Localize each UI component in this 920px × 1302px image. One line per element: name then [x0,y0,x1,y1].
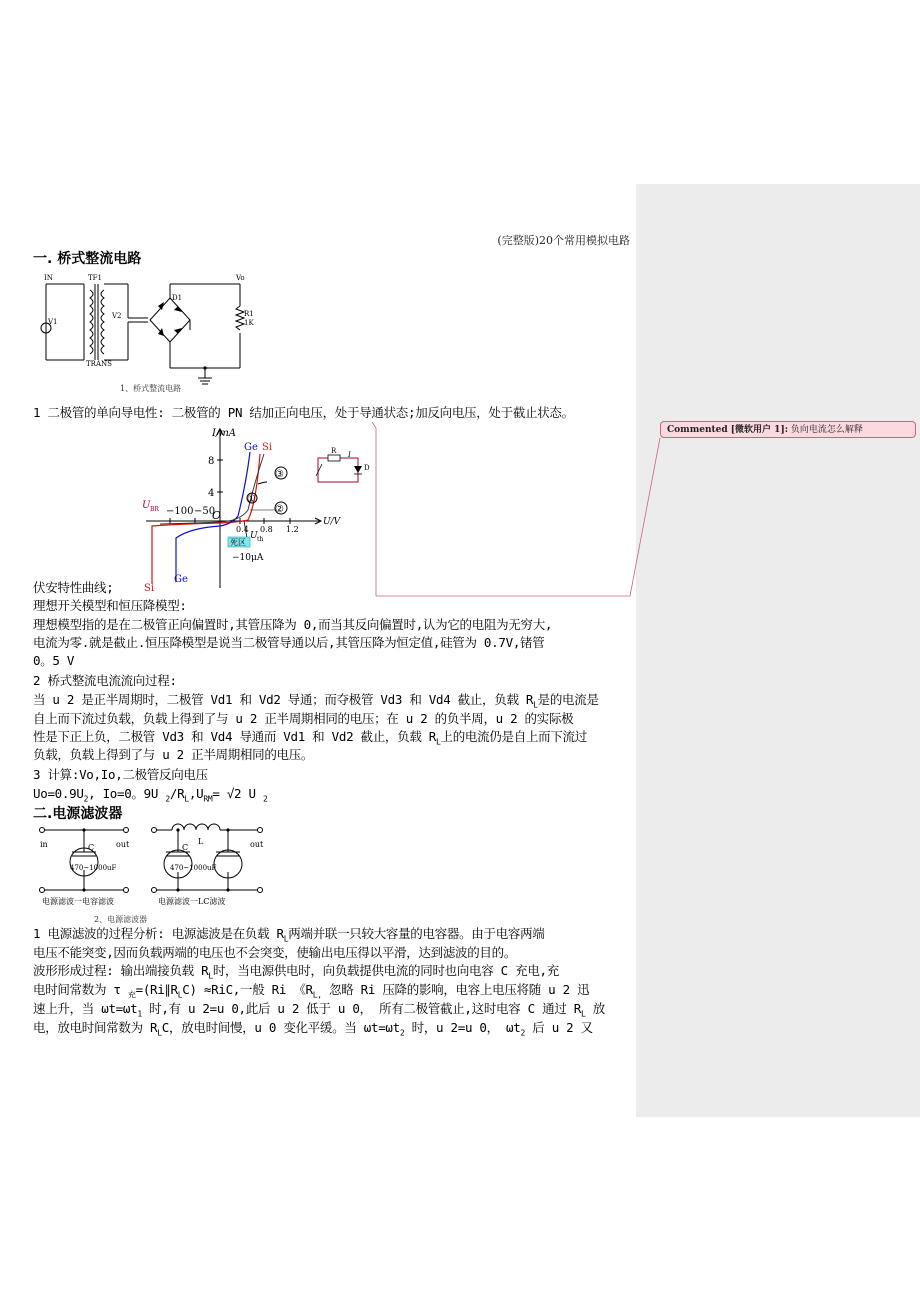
fig3-out-label-2: out [250,840,264,849]
fig2-y-tick-4: 4 [208,488,215,499]
filter-para1-line1: 1 电源滤波的过程分析: 电源滤波是在负载 $R_L$两端并联一只较大容量的电容器。由于电容两端 [33,926,545,944]
fig2-curve-mark-2: ② [275,504,284,515]
filter-para1-line2: 电压不能突变,因而负载两端的电压也不会突变，使输出电压得以平滑，达到滤波的目的。 [33,945,517,960]
caption-iv-curve: 伏安特性曲线; [33,580,114,595]
document-header-title: (完整版)20个常用模拟电路 [497,234,630,247]
fig2-x-axis-label: U/V [323,517,341,527]
fig2-x-tick-1-2: 1.2 [286,525,299,534]
para-current-flow-line1: 当 u 2 是正半周期时，二极管 Vd1 和 Vd2 导通；而夺极管 Vd3 和 Vd4 截止，负载 $R_L$是的电流是 [33,692,599,710]
bridge-rectifier-figure [40,270,260,398]
fig1-label-vo: Vo [236,274,245,282]
fig2-ubr-label: U [142,500,151,511]
fig2-si-top-label: Si [262,442,273,453]
fig2-ge-top-label: Ge [244,442,258,453]
fig2-inset-i-label: I [348,451,351,459]
comment-margin-pane [636,184,920,1117]
fig2-y-tick-8: 8 [208,456,215,467]
filter-para2-line4: 电，放电时间常数为 $R_LC$，放电时间慢，u 0 变化平缓。当 $\omega t=\omega t_2$ 时，u 2=u 0， $\omega t_2$ 后 u 2 又 [33,1020,593,1038]
fig1-label-r1-value: 1K [244,319,254,327]
fig2-curve-mark-3: ③ [275,469,284,480]
fig2-ubr-subscript: BR [150,506,159,513]
comment-connector-line [368,418,668,600]
fig2-x-tick-0-4: 0.4 [236,525,249,534]
fig2-uth-label: U [250,531,258,541]
fig3-c-label-2: C [182,843,189,852]
fig2-neg-current-label: −10μA [232,553,264,563]
fig1-label-r1: R1 [244,310,254,318]
fig2-x-tick-0-8: 0.8 [260,525,273,534]
power-filter-figure [36,822,272,926]
filter-para2-line2: 电时间常数为 τ $_充=(Ri\parallel R_LC) \approx RiC$,一般 Ri 《$R_{L,}$ 忽略 Ri 压降的影响，电容上电压将随 u 2 迅 [33,982,590,1000]
fig2-uth-subscript: th [257,536,264,543]
para-calc-title: 3 计算:Vo,Io,二极管反向电压 [33,767,208,782]
fig1-label-tf1: TF1 [88,274,102,282]
fig1-label-v2: V2 [112,312,122,320]
fig2-inset-d-label: D [364,464,370,472]
para-current-flow-line3: 性是下正上负，二极管 Vd3 和 Vd4 导通而 Vd1 和 Vd2 截止，负载 $R_L$上的电流仍是自上而下流过 [33,729,587,747]
fig1-label-trans: TRANS [86,360,112,368]
para-current-flow-line2: 自上而下流过负载，负载上得到了与 u 2 正半周期相同的电压；在 u 2 的负半周，u 2 的实际极 [33,711,574,726]
comment-balloon[interactable] [660,421,916,438]
para-current-flow-title: 2 桥式整流电流流向过程: [33,673,177,688]
comment-author-label: Commented [微软用户 1]: [667,425,789,435]
fig3-cap-value-2: 470~1000uF [170,864,217,872]
para-model-line3: 0。5 V [33,653,75,668]
fig2-origin-label: O [212,509,222,522]
fig3-l-label: L [198,837,204,846]
fig2-y-axis-label: I/mA [212,428,237,439]
filter-para2-line3: 速上升，当 $\omega t=\omega t_1$ 时,有 u 2=u 0,此后 u 2 低于 u 0， 所有二极管截止,这时电容 C 通过 $R_L$ 放 [33,1001,605,1019]
fig3-cap-value-1: 470~1000uF [70,864,117,872]
formula-line: $Uo=0.9U_2$, Io=0。9U $_2/R_L,U_{RM}= √2$ U $_2$ [33,786,268,804]
fig1-label-v1: V1 [48,318,58,326]
diode-iv-curve-figure [140,424,372,594]
fig1-caption: 1、桥式整流电路 [120,384,182,393]
fig2-ge-bottom-label: Ge [174,574,188,585]
fig2-si-bottom-label: Si [144,583,155,594]
para-model-title: 理想开关模型和恒压降模型: [33,598,187,613]
fig3-c-label-1: C [88,843,95,852]
para-diode-conduction: 1 二极管的单向导电性: 二极管的 PN 结加正向电压，处于导通状态;加反向电压，处于截止状态。 [33,405,574,420]
para-model-line2: 电流为零.就是截止.恒压降模型是说当二极管导通以后,其管压降为恒定值,硅管为 0.7V,锗管 [33,635,545,650]
fig2-x-tick-neg100: −100 [166,506,194,517]
fig2-inset-r-label: R [331,447,337,455]
fig2-dead-zone-label: 死区 [230,538,246,547]
comment-text: 负向电流怎么解释 [790,425,863,435]
para-current-flow-line4: 负载，负载上得到了与 u 2 正半周期相同的电压。 [33,747,314,762]
fig2-curve-mark-1: ① [247,494,256,505]
filter-para2-line1: 波形形成过程: 输出端接负载 $R_L$时，当电源供电时，向负载提供电流的同时也向电容 C 充电,充 [33,963,559,981]
fig1-label-in: IN [44,274,53,282]
fig1-label-d1: D1 [172,294,183,302]
fig3-label-lc-filter: 电源滤波一LC滤波 [158,897,226,906]
fig3-out-label-1: out [116,840,130,849]
fig3-label-capacitor-filter: 电源滤波一电容滤波 [42,897,114,906]
section2-heading: 二.电源滤波器 [33,806,123,822]
para-model-line1: 理想模型指的是在二极管正向偏置时,其管压降为 0,而当其反向偏置时,认为它的电阻为无穷大, [33,617,553,632]
fig2-x-tick-neg50: −50 [194,506,216,517]
fig3-caption: 2、电源滤波器 [94,915,148,924]
section1-heading: 一. 桥式整流电路 [33,251,142,267]
fig3-in-label: in [40,840,48,849]
